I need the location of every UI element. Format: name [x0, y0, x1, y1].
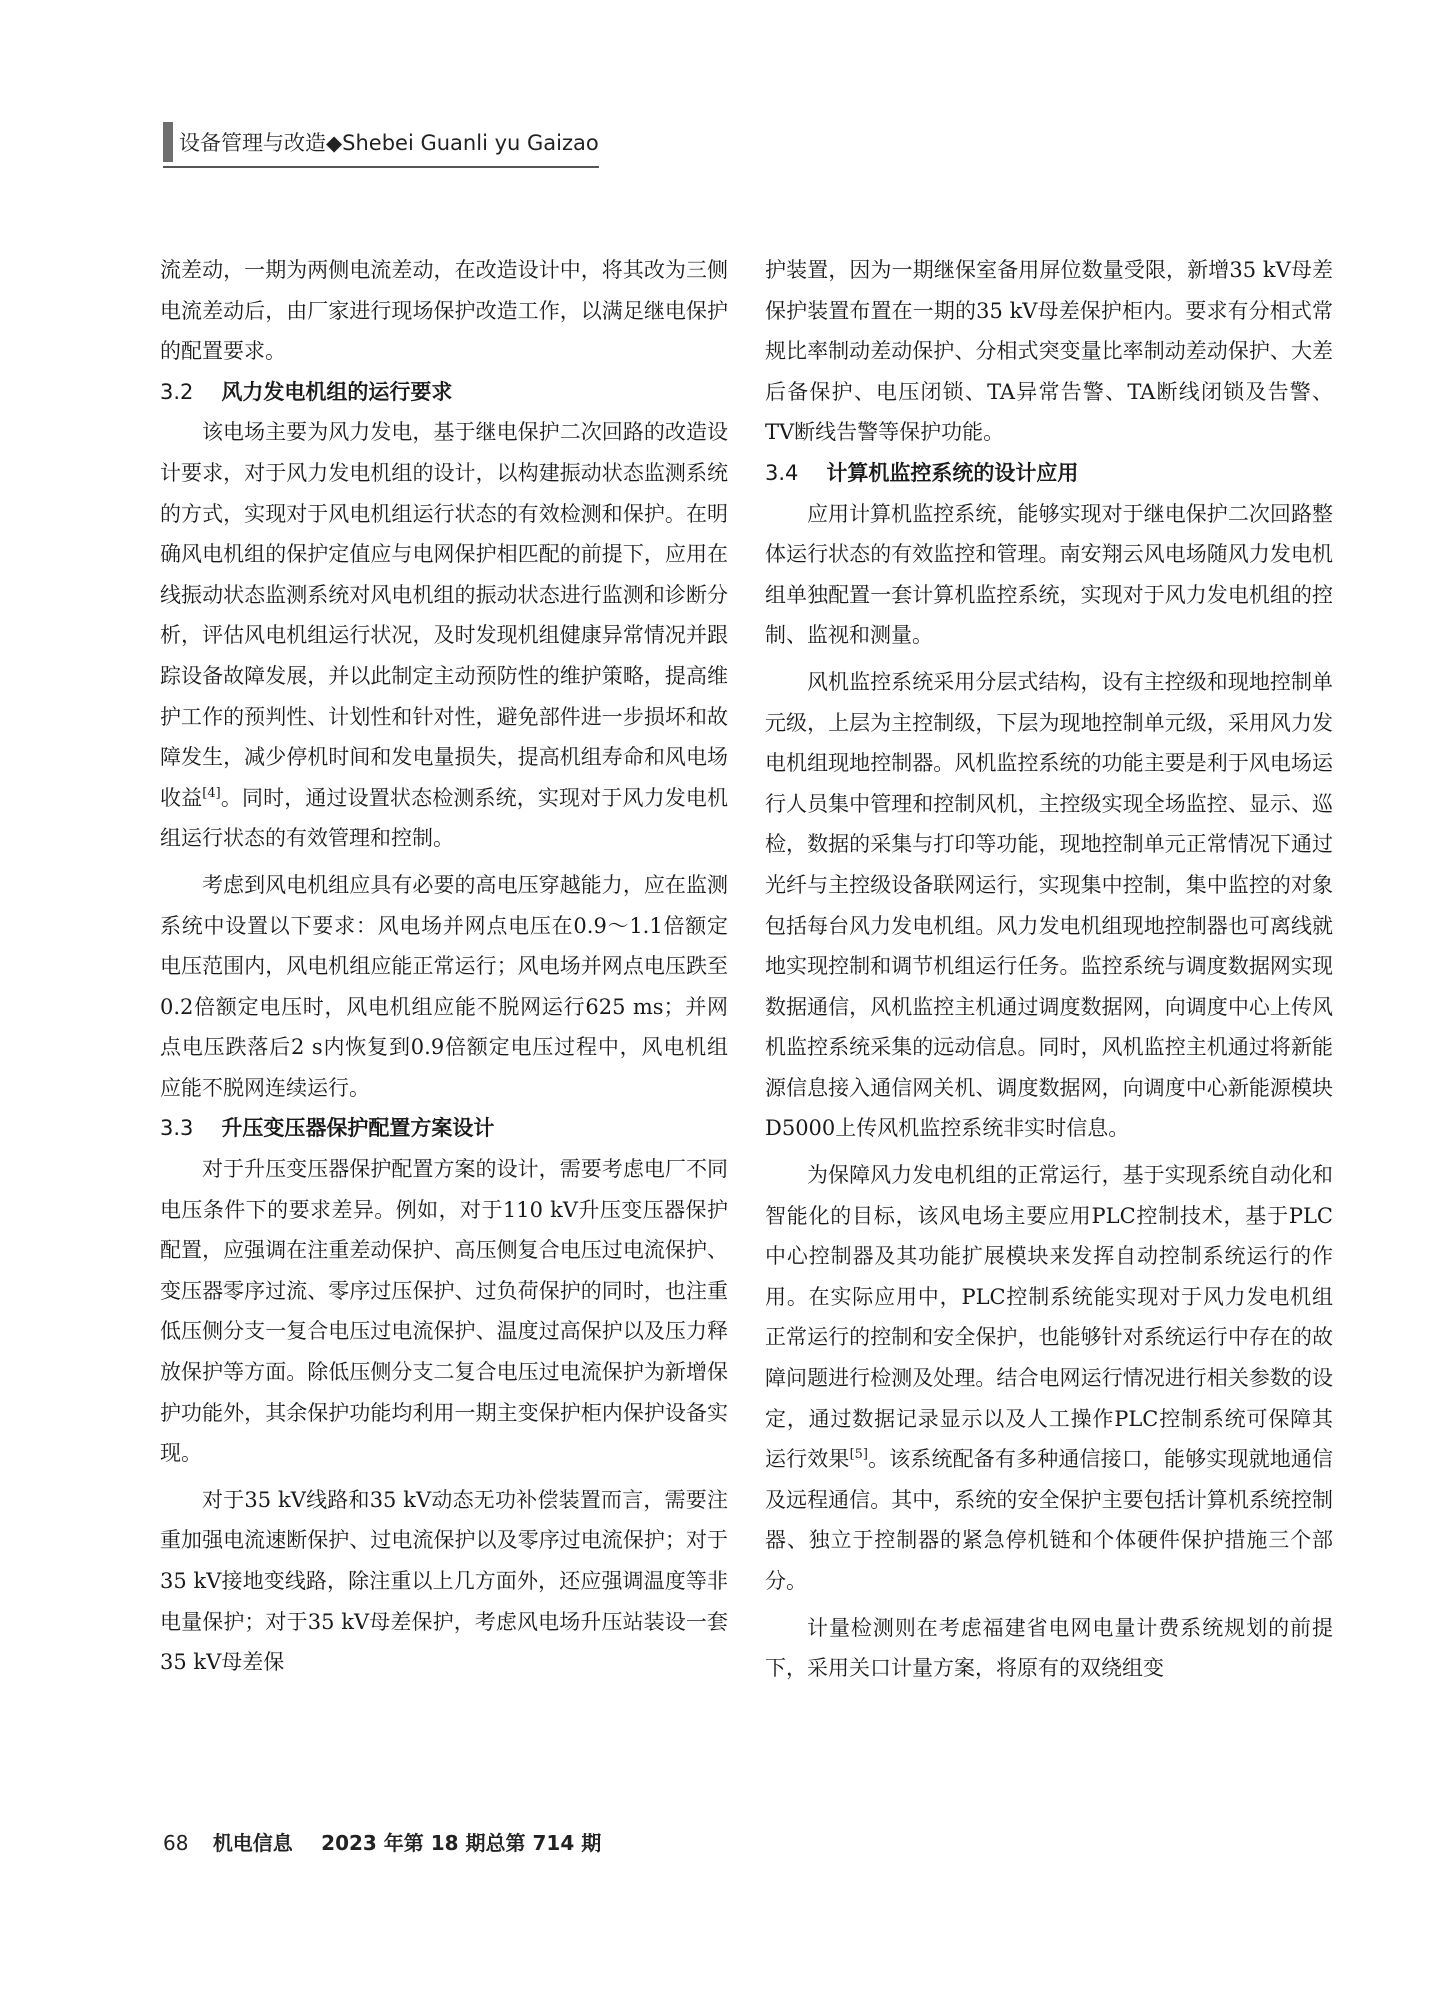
- section-title: 风力发电机组的运行要求: [221, 379, 453, 404]
- header-title: 设备管理与改造◆Shebei Guanli yu Gaizao: [179, 131, 599, 155]
- paragraph-text: 该电场主要为风力发电，基于继电保护二次回路的改造设计要求，对于风力发电机组的设计，以构建振动状态监测系统的方式，实现对于风电机组运行状态的有效检测和保护。在明确风电机组的保护定值应与电网保护相匹配的前提下，应用在线振动状态监测系统对风电机组的振动状态进行监测和诊断分析，评估风电机组运行状况，及时发现机组健康异常情况并跟踪设备故障发展，并以此制定主动预防性的维护策略，提高维护工作的预判性、计划性和针对性，避免部件进一步损坏和故障发生，减少停机时间和发电量损失，提高机组寿命和风电场收益: [160, 420, 728, 810]
- paragraph: 计量检测则在考虑福建省电网电量计费系统规划的前提下，采用关口计量方案，将原有的双绕组变: [765, 1615, 1333, 1681]
- section-number: 3.3: [160, 1116, 194, 1141]
- paragraph: [160, 412, 728, 859]
- paragraph: 对于升压变压器保护配置方案的设计，需要考虑电厂不同电压条件下的要求差异。例如，对于110 kV升压变压器保护配置，应强调在注重差动保护、高压侧复合电压过电流保护、变压器零序过流、零序过压保护、过负荷保护的同时，也注重低压侧分支一复合电压过电流保护、温度过高保护以及压力释放保护等方面。除低压侧分支二复合电压过电流保护为新增保护功能外，其余保护功能均利用一期主变保护柜内保护设备实现。: [160, 1157, 728, 1466]
- citation-ref: [5]: [849, 1447, 868, 1463]
- header-bar-decoration: [163, 122, 173, 162]
- citation-ref: [4]: [202, 785, 221, 801]
- paragraph: 对于35 kV线路和35 kV动态无功补偿装置而言，需要注重加强电流速断保护、过电流保护以及零序过电流保护；对于35 kV接地变线路，除注重以上几方面外，还应强调温度等非电量保护；对于35 kV母差保护，考虑风电场升压站装设一套35 kV母差保: [160, 1487, 728, 1675]
- section-heading-3-4: [765, 453, 1333, 494]
- issue-info: 2023 年第 18 期总第 714 期: [321, 1831, 602, 1855]
- section-title: 计算机监控系统的设计应用: [826, 460, 1079, 485]
- paragraph-text: 。同时，通过设置状态检测系统，实现对于风力发电机组运行状态的有效管理和控制。: [160, 785, 729, 851]
- paragraph: 护装置，因为一期继保室备用屏位数量受限，新增35 kV母差保护装置布置在一期的35 kV母差保护柜内。要求有分相式常规比率制动差动保护、分相式突变量比率制动差动保护、大差后备保护、电压闭锁、TA异常告警、TA断线闭锁及告警、TV断线告警等保护功能。: [765, 258, 1333, 445]
- page-footer: [163, 1827, 601, 1856]
- section-number: 3.2: [160, 379, 194, 404]
- section-number: 3.4: [765, 460, 799, 485]
- right-column: [765, 250, 1333, 1689]
- section-heading-3-3: [160, 1108, 728, 1149]
- section-heading-3-2: [160, 372, 728, 413]
- page-number: 68: [163, 1831, 189, 1855]
- paragraph-text: 为保障风力发电机组的正常运行，基于实现系统自动化和智能化的目标，该风电场主要应用PLC控制技术，基于PLC中心控制器及其功能扩展模块来发挥自动控制系统运行的作用。在实际应用中，PLC控制系统能实现对于风力发电机组正常运行的控制和安全保护，也能够针对系统运行中存在的故障问题进行检测及处理。结合电网运行情况进行相关参数的设定，通过数据记录显示以及人工操作PLC控制系统可保障其运行效果: [765, 1163, 1333, 1472]
- paragraph: 应用计算机监控系统，能够实现对于继电保护二次回路整体运行状态的有效监控和管理。南安翔云风电场随风力发电机组单独配置一套计算机监控系统，实现对于风力发电机组的控制、监视和测量。: [765, 501, 1333, 648]
- section-title: 升压变压器保护配置方案设计: [221, 1116, 495, 1141]
- paragraph: 流差动，一期为两侧电流差动，在改造设计中，将其改为三侧电流差动后，由厂家进行现场保护改造工作，以满足继电保护的配置要求。: [160, 258, 728, 364]
- paragraph: [765, 1155, 1333, 1602]
- paragraph-text: 。该系统配备有多种通信接口，能够实现就地通信及远程通信。其中，系统的安全保护主要包括计算机系统控制器、独立于控制器的紧急停机链和个体硬件保护措施三个部分。: [765, 1447, 1334, 1593]
- journal-name: 机电信息: [212, 1831, 293, 1855]
- left-column: [160, 250, 728, 1683]
- running-header: [163, 122, 599, 168]
- paragraph: 考虑到风电机组应具有必要的高电压穿越能力，应在监测系统中设置以下要求：风电场并网点电压在0.9～1.1倍额定电压范围内，风电机组应能正常运行；风电场并网点电压跌至0.2倍额定电压时，风电机组应能不脱网运行625 ms；并网点电压跌落后2 s内恢复到0.9倍额定电压过程中，风电机组应能不脱网连续运行。: [160, 872, 728, 1100]
- paragraph: 风机监控系统采用分层式结构，设有主控级和现地控制单元级，上层为主控制级，下层为现地控制单元级，采用风力发电机组现地控制器。风机监控系统的功能主要是利于风电场运行人员集中管理和控制风机，主控级实现全场监控、显示、巡检，数据的采集与打印等功能，现地控制单元正常情况下通过光纤与主控级设备联网运行，实现集中控制，集中监控的对象包括每台风力发电机组。风力发电机组现地控制器也可离线就地实现控制和调节机组运行任务。监控系统与调度数据网实现数据通信，风机监控主机通过调度数据网，向调度中心上传风机监控系统采集的远动信息。同时，风机监控主机通过将新能源信息接入通信网关机、调度数据网，向调度中心新能源模块D5000上传风机监控系统非实时信息。: [765, 669, 1333, 1141]
